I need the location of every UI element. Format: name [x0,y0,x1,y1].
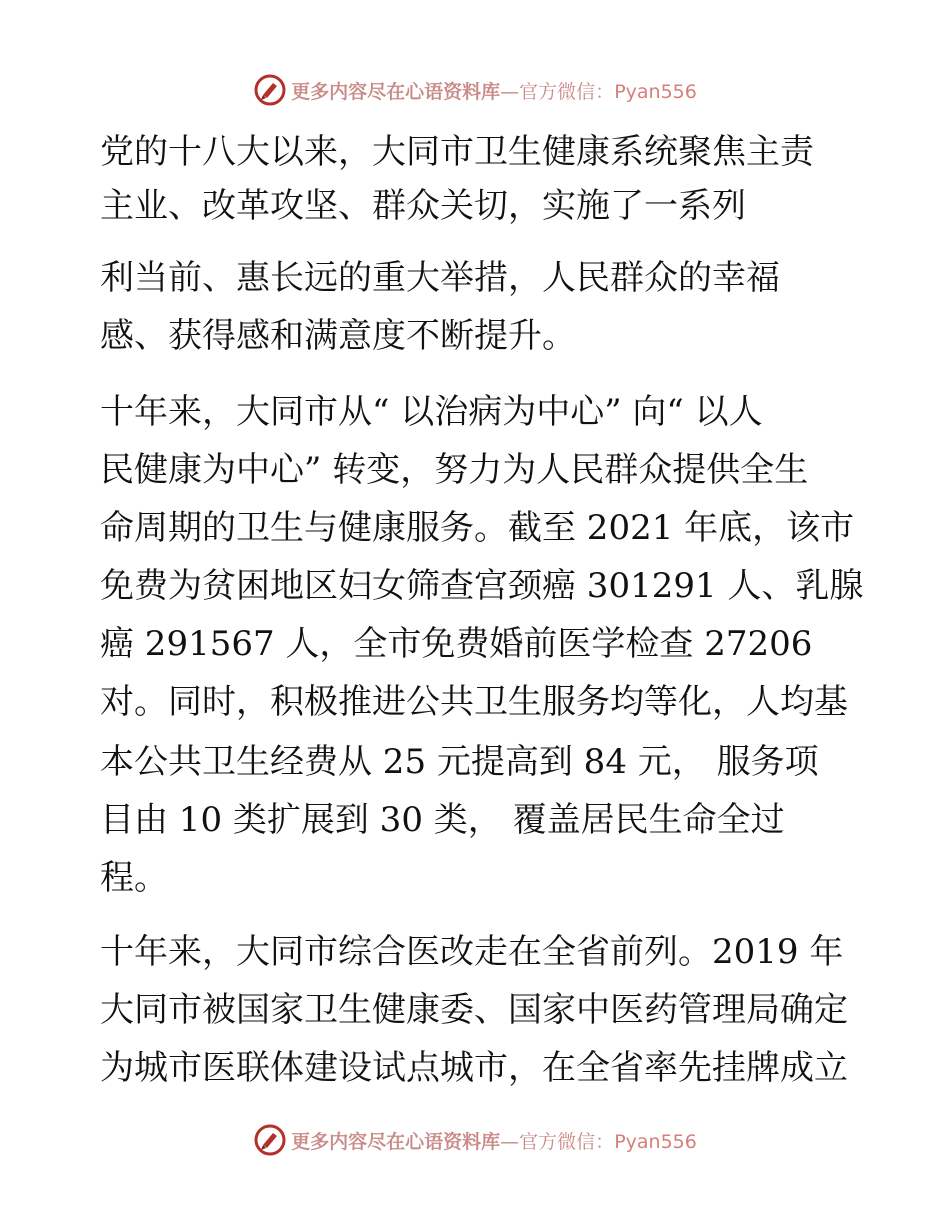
watermark-handle: Pyan556 [614,80,697,103]
text-line: 免费为贫困地区妇女筛查宫颈癌 301291 人、乳腺 [100,566,864,606]
text-line: 民健康为中心” 转变，努力为人民群众提供全生 [100,450,809,490]
text-line: 本公共卫生经费从 25 元提高到 84 元， 服务项 [100,742,819,782]
text-line: 利当前、惠长远的重大举措，人民群众的幸福 [100,258,780,298]
watermark-text [291,1127,697,1154]
watermark-official-label: 官方微信： [519,80,615,103]
text-line: 程。 [100,858,168,898]
brand-logo-icon [253,1123,287,1157]
text-line: 癌 291567 人，全市免费婚前医学检查 27206 [100,624,813,664]
watermark-separator: — [500,1130,520,1153]
header-watermark-banner [0,70,950,110]
watermark-separator: — [500,80,520,103]
text-line: 感、获得感和满意度不断提升。 [100,316,576,356]
footer-watermark-banner [0,1120,950,1160]
text-line: 目由 10 类扩展到 30 类， 覆盖居民生命全过 [100,800,785,840]
text-line: 主业、改革攻坚、群众关切，实施了一系列 [100,186,746,226]
watermark-brand: 更多内容尽在心语资料库 [291,80,501,103]
watermark-brand: 更多内容尽在心语资料库 [291,1130,501,1153]
text-line: 十年来，大同市从“ 以治病为中心” 向“ 以人 [100,392,763,432]
watermark-official-label: 官方微信： [519,1130,615,1153]
text-line: 对。同时，积极推进公共卫生服务均等化，人均基 [100,682,848,722]
text-line: 十年来，大同市综合医改走在全省前列。2019 年 [100,932,844,972]
text-line: 党的十八大以来，大同市卫生健康系统聚焦主责 [100,132,814,172]
text-line: 为城市医联体建设试点城市，在全省率先挂牌成立 [100,1048,848,1088]
brand-logo-icon [253,73,287,107]
watermark-handle: Pyan556 [614,1130,697,1153]
text-line: 大同市被国家卫生健康委、国家中医药管理局确定 [100,990,848,1030]
watermark-text [291,77,697,104]
text-line: 命周期的卫生与健康服务。截至 2021 年底，该市 [100,508,855,548]
